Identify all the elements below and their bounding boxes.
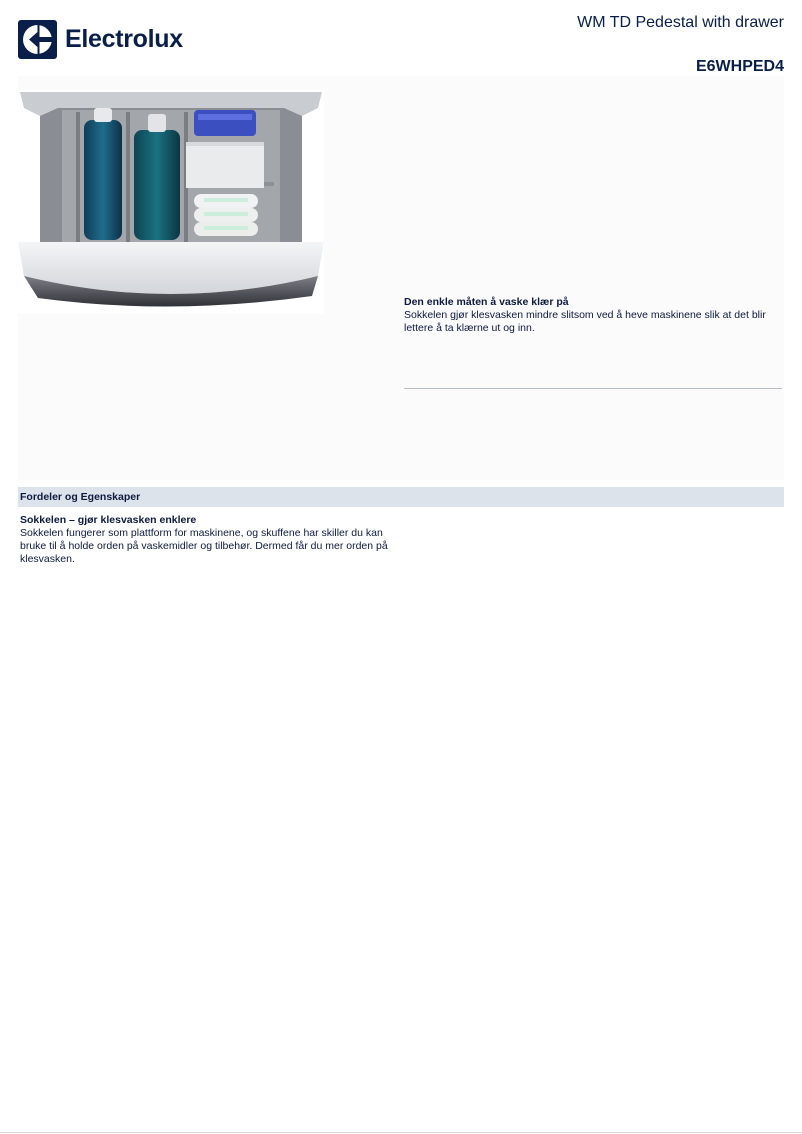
feature-text: Sokkelen gjør klesvasken mindre slitsom ved å heve maskinene slik at det blir lettere å ta klærne ut og inn.: [404, 309, 766, 334]
benefit-heading: Sokkelen – gjør klesvasken enklere: [20, 514, 197, 526]
feature-heading: Den enkle måten å vaske klær på: [404, 296, 569, 308]
feature-description: [404, 296, 784, 335]
section-header: Fordeler og Egenskaper: [18, 487, 784, 507]
document-title: WM TD Pedestal with drawer: [577, 14, 784, 31]
model-code: E6WHPED4: [695, 58, 784, 75]
benefit-text: Sokkelen fungerer som plattform for maskinene, og skuffene har skiller du kan bruke til å holde orden på vaskemidler og tilbehør. Dermed får du mer orden på klesvasken.: [20, 527, 388, 565]
electrolux-logo-icon: [18, 20, 57, 59]
brand-logo: [18, 20, 183, 59]
divider: [404, 388, 782, 389]
pedestal-drawer-image: [18, 90, 324, 314]
page-bottom-divider: [0, 1132, 802, 1133]
benefit-item: [20, 514, 400, 566]
brand-name: Electrolux: [65, 25, 183, 53]
